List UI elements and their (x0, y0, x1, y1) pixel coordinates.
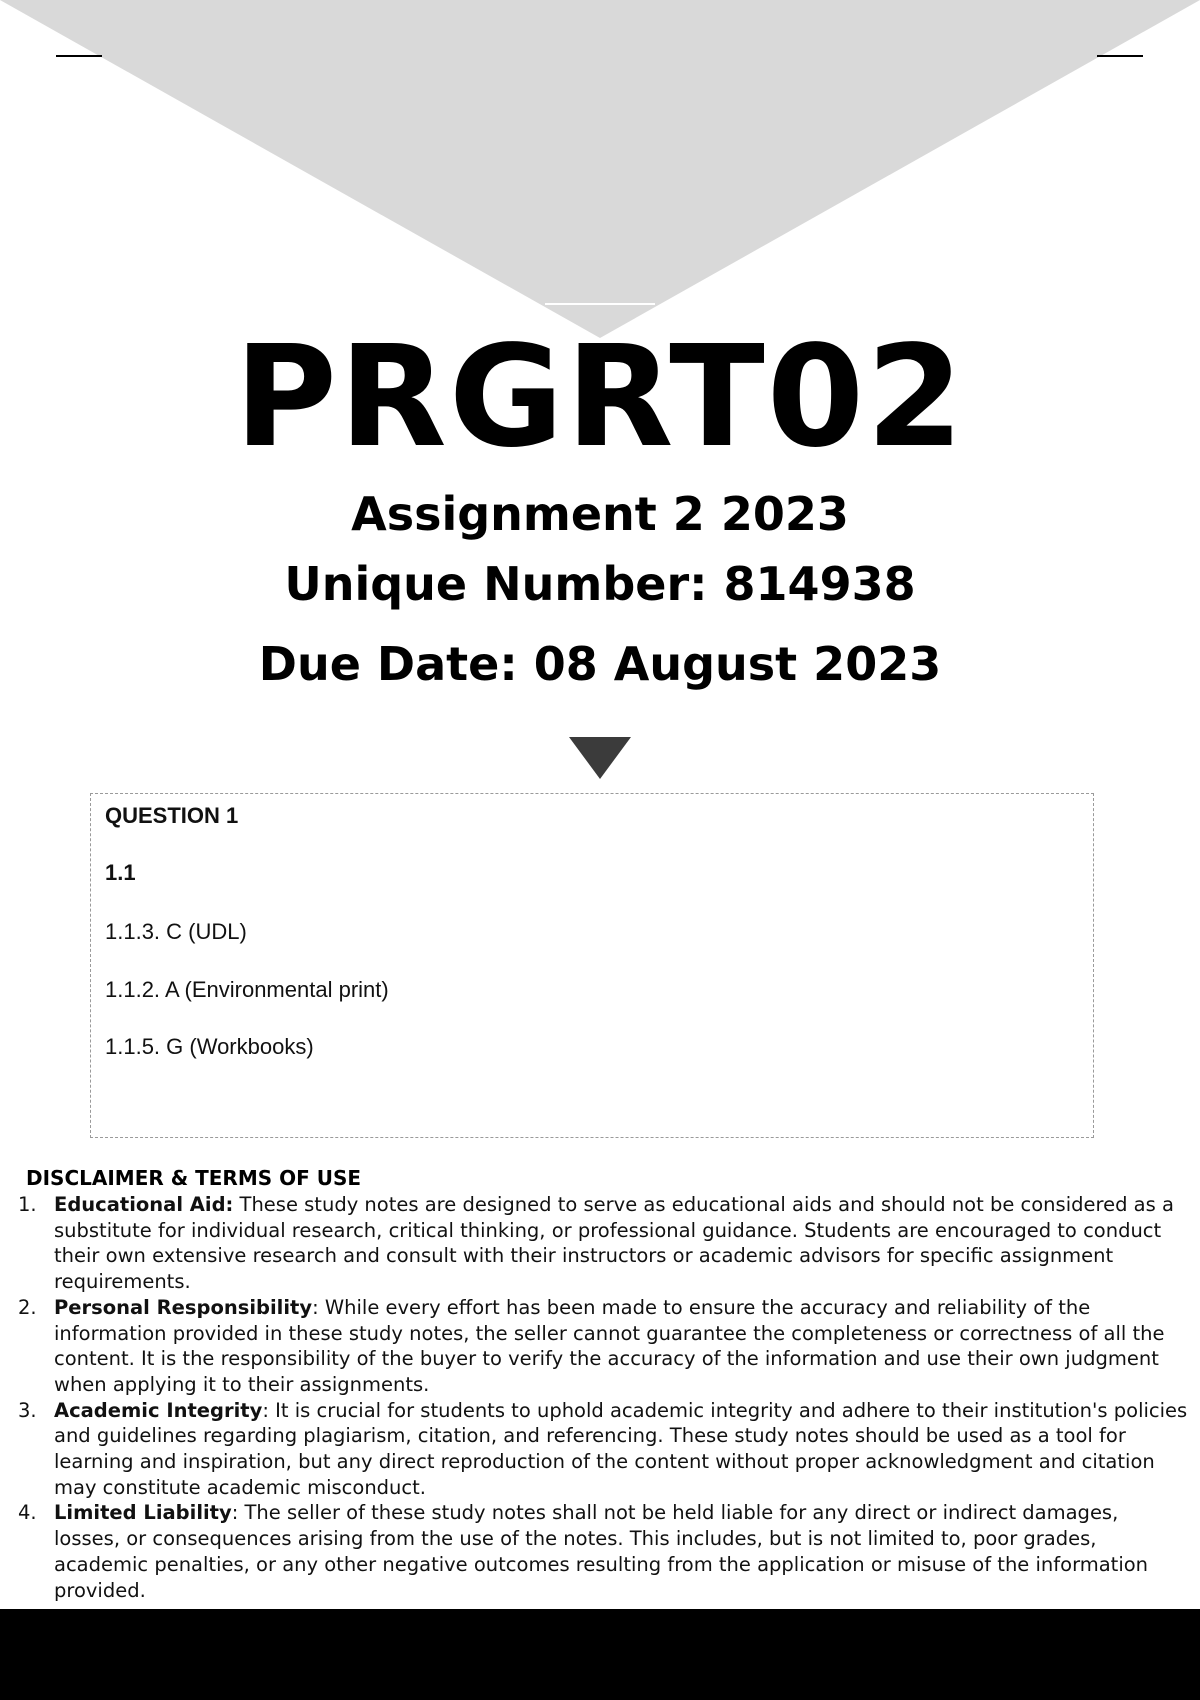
answer-preview-box (90, 793, 1094, 1138)
answer-item: 1.1.2. A (Environmental print) (105, 977, 389, 1002)
assignment-title: Assignment 2 2023 (351, 487, 849, 541)
term-title: Academic Integrity (54, 1398, 263, 1422)
footer-bar (0, 1609, 1200, 1700)
question-subheading: 1.1 (105, 860, 136, 885)
term-item (0, 1295, 1200, 1398)
terms-list (0, 1192, 1200, 1603)
answer-item: 1.1.3. C (UDL) (105, 919, 247, 944)
banner-triangle (0, 0, 1200, 338)
term-number: 2. (18, 1295, 37, 1319)
term-item (0, 1500, 1200, 1603)
down-arrow-icon (569, 737, 631, 779)
corner-rule-right (1097, 55, 1143, 57)
term-title: Personal Responsibility (54, 1295, 313, 1319)
term-title: Educational Aid: (54, 1193, 234, 1216)
unique-number: Unique Number: 814938 (284, 557, 916, 611)
term-text: These study notes are designed to serve as educational aids and should not be considered as a substitute for individual research, critical thinking, or professional guidance. Students are encouraged to conduct their own extensive research and consult with their instructors or academic advisors for specific assignment requirements. (54, 1193, 1174, 1294)
disclaimer-title: DISCLAIMER & TERMS OF USE (26, 1166, 362, 1190)
term-number: 1. (18, 1193, 37, 1216)
term-item (0, 1398, 1200, 1501)
term-title: Limited Liability (54, 1501, 232, 1525)
term-number: 3. (18, 1398, 37, 1422)
header-banner (0, 0, 1200, 340)
term-item (0, 1192, 1200, 1295)
term-number: 4. (18, 1501, 37, 1525)
course-code-title: PRGRT02 (234, 316, 966, 479)
due-date: Due Date: 08 August 2023 (258, 637, 942, 691)
term-text: : While every effort has been made to ensure the accuracy and reliability of the information provided in these study notes, the seller cannot guarantee the completeness or correctness of all the content. It is the responsibility of the buyer to verify the accuracy of the information and use their own judgment when applying it to their assignments. (54, 1295, 1165, 1396)
answer-item: 1.1.5. G (Workbooks) (105, 1034, 314, 1059)
term-text: : It is crucial for students to uphold academic integrity and adhere to their institution's policies and guidelines regarding plagiarism, citation, and referencing. These study notes should be used as a tool for learning and inspiration, but any direct reproduction of the content without proper acknowledgment and citation may constitute academic misconduct. (54, 1398, 1188, 1499)
corner-rule-left (56, 55, 102, 57)
term-text: : The seller of these study notes shall not be held liable for any direct or indirect damages, losses, or consequences arising from the use of the notes. This includes, but is not limited to, poor grades, academic penalties, or any other negative outcomes resulting from the application or misuse of the information provided. (54, 1501, 1149, 1602)
question-heading: QUESTION 1 (105, 803, 239, 828)
